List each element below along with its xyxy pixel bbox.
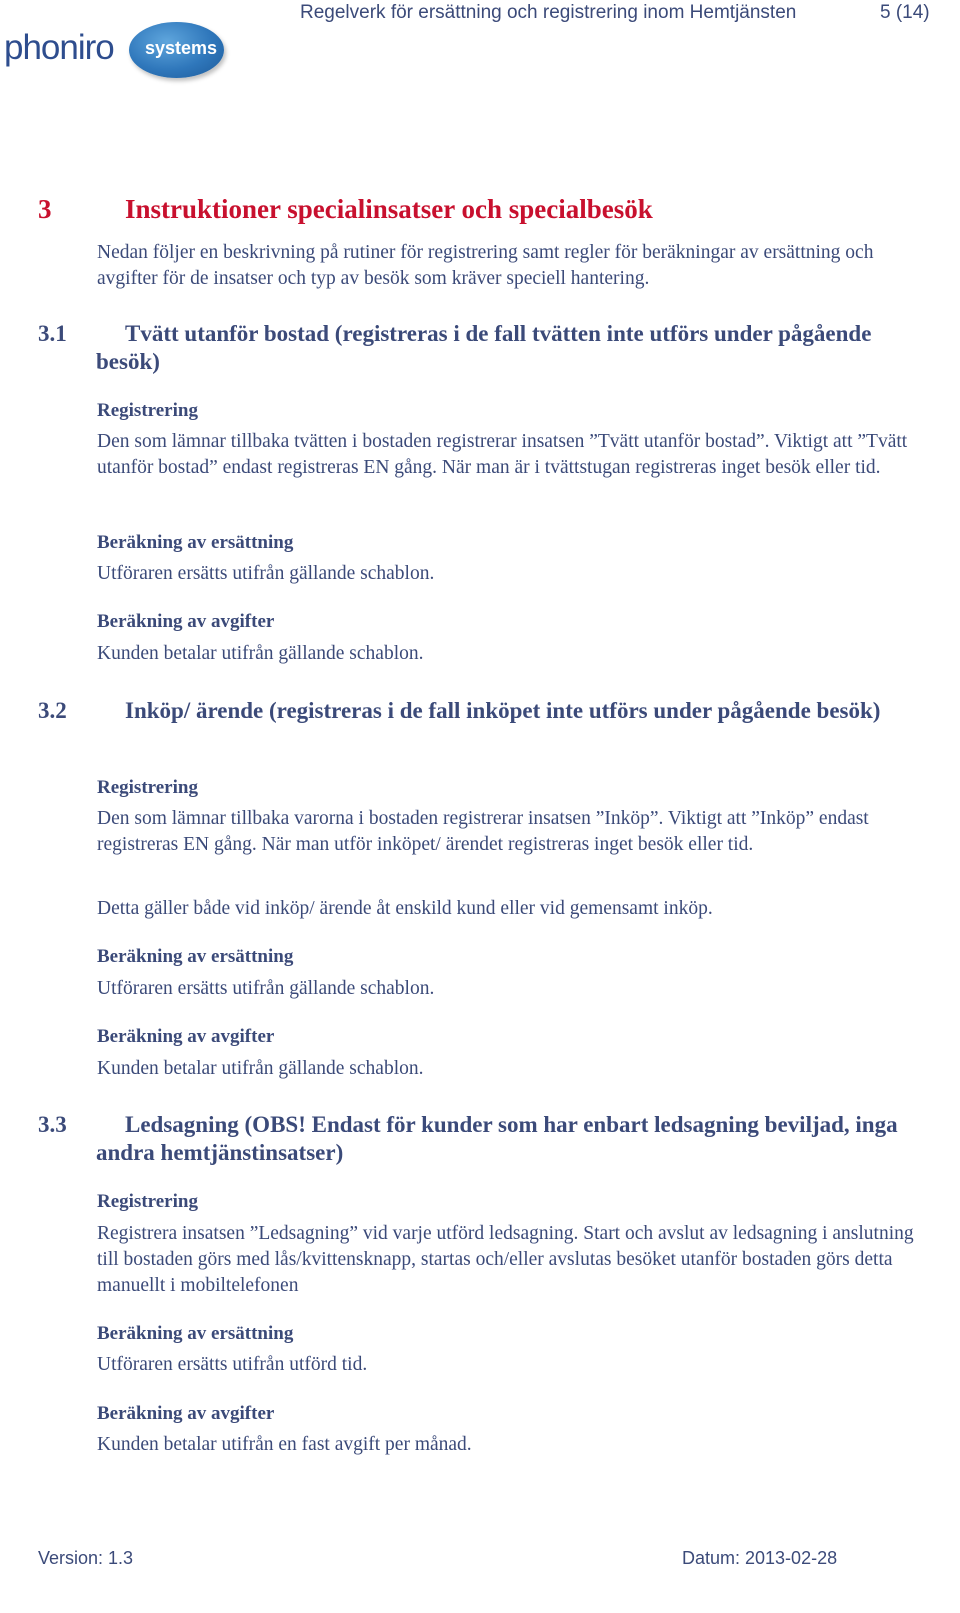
section-intro: Nedan följer en beskrivning på rutiner för registrering samt regler för beräkningar av ersättning och avgifter för de insatser och typ av besök som kräver speciell hantering. bbox=[97, 242, 874, 289]
avgifter-text: Kunden betalar utifrån gällande schablon. bbox=[97, 1058, 424, 1079]
avgifter-text: Kunden betalar utifrån gällande schablon. bbox=[97, 643, 424, 664]
logo-badge-text: systems bbox=[145, 38, 218, 58]
ersattning-heading: Beräkning av ersättning bbox=[97, 532, 294, 553]
avgifter-text: Kunden betalar utifrån en fast avgift per månad. bbox=[97, 1434, 472, 1455]
logo-wordmark: phoniro bbox=[4, 28, 114, 67]
registrering-text: Den som lämnar tillbaka varorna i bostaden registrerar insatsen ”Inköp”. Viktigt att ”Inköp” endast registreras EN gång. När man utför inköpet/ ärendet registreras inget besök eller tid. bbox=[97, 808, 869, 855]
page-number: 5 (14) bbox=[880, 2, 930, 23]
section-heading bbox=[38, 194, 653, 225]
ersattning-heading: Beräkning av ersättning bbox=[97, 946, 294, 967]
registrering-heading: Registrering bbox=[97, 1191, 198, 1212]
registrering-heading: Registrering bbox=[97, 777, 198, 798]
avgifter-heading: Beräkning av avgifter bbox=[97, 611, 275, 632]
subsection-heading bbox=[38, 697, 918, 725]
ersattning-text: Utföraren ersätts utifrån gällande schablon. bbox=[97, 978, 435, 999]
document-title: Regelverk för ersättning och registrering inom Hemtjänsten bbox=[300, 2, 797, 23]
avgifter-heading: Beräkning av avgifter bbox=[97, 1403, 275, 1424]
section-title: Instruktioner specialinsatser och specialbesök bbox=[125, 194, 653, 224]
avgifter-heading: Beräkning av avgifter bbox=[97, 1026, 275, 1047]
company-logo bbox=[4, 18, 226, 80]
ersattning-heading: Beräkning av ersättning bbox=[97, 1323, 294, 1344]
section-number: 3 bbox=[38, 194, 52, 224]
subsection-title: Inköp/ ärende (registreras i de fall inköpet inte utförs under pågående besök) bbox=[125, 698, 881, 723]
registrering-text: Den som lämnar tillbaka tvätten i bostaden registrerar insatsen ”Tvätt utanför bostad”. Viktigt att ”Tvätt utanför bostad” endast registreras EN gång. När man är i tvättstugan registreras inget besök eller tid. bbox=[97, 431, 908, 478]
ersattning-text: Utföraren ersätts utifrån gällande schablon. bbox=[97, 563, 435, 584]
subsection-heading bbox=[38, 1111, 918, 1167]
registrering-heading: Registrering bbox=[97, 400, 198, 421]
subsection-title: Tvätt utanför bostad (registreras i de fall tvätten inte utförs under pågående besök) bbox=[96, 321, 872, 374]
subsection-number: 3.1 bbox=[38, 321, 67, 346]
footer-version: Version: 1.3 bbox=[38, 1548, 134, 1568]
registrering-text: Registrera insatsen ”Ledsagning” vid varje utförd ledsagning. Start och avslut av ledsagning i anslutning till bostaden görs med lås/kvittensknapp, startas och/eller avslutas besöket utanför bostaden görs detta manuellt i mobiltelefonen bbox=[97, 1223, 914, 1296]
subsection-heading bbox=[38, 320, 918, 376]
ersattning-text: Utföraren ersätts utifrån utförd tid. bbox=[97, 1354, 368, 1375]
subsection-title: Ledsagning (OBS! Endast för kunder som har enbart ledsagning beviljad, inga andra hemtjänstinsatser) bbox=[96, 1112, 898, 1165]
footer-date: Datum: 2013-02-28 bbox=[682, 1548, 838, 1568]
subsection-number: 3.2 bbox=[38, 698, 67, 723]
subsection-number: 3.3 bbox=[38, 1112, 67, 1137]
registrering-text-extra: Detta gäller både vid inköp/ ärende åt enskild kund eller vid gemensamt inköp. bbox=[97, 898, 713, 919]
